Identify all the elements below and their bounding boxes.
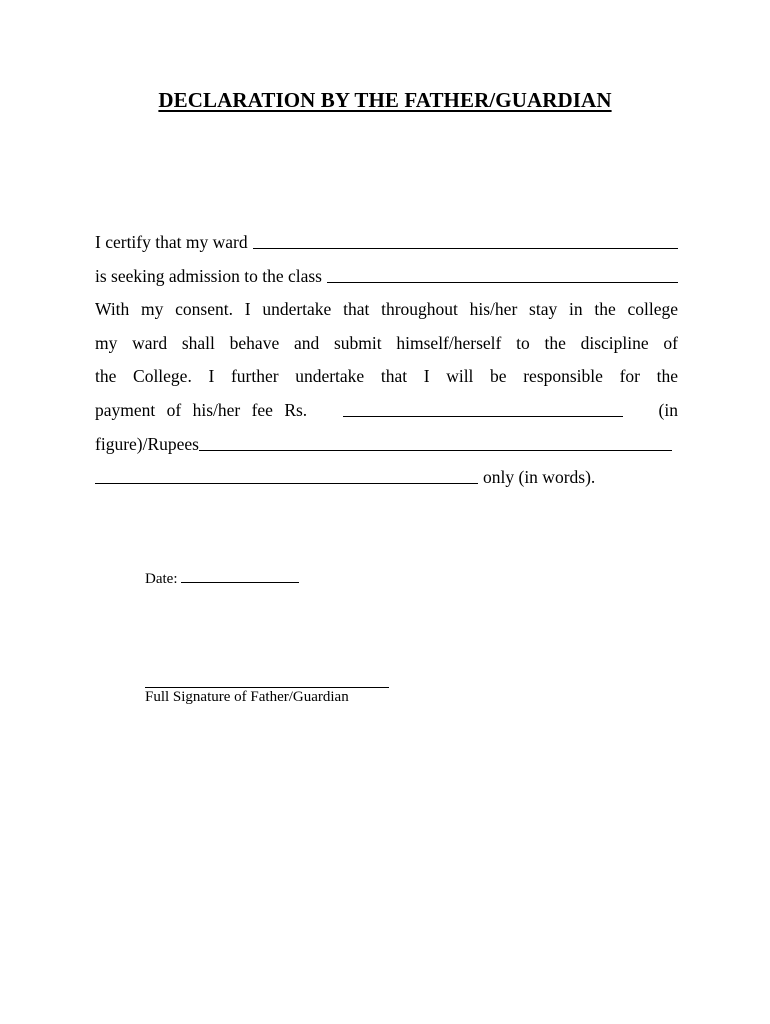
declaration-line-3: [95, 293, 678, 327]
declaration-line-5: [95, 360, 678, 394]
rupees-words-blank[interactable]: [199, 449, 672, 451]
signature-label: Full Signature of Father/Guardian: [145, 689, 349, 705]
declaration-text-3: With my consent. I undertake that throughout his/her stay in the college: [95, 299, 678, 320]
declaration-line-fee: [95, 394, 678, 428]
declaration-text-5: the College. I further undertake that I will be responsible for the: [95, 366, 678, 387]
declaration-line-words: [95, 461, 678, 495]
date-blank[interactable]: [181, 582, 299, 583]
only-in-words-label: only (in words).: [483, 467, 596, 488]
ward-label: I certify that my ward: [95, 232, 248, 252]
rupees-words-blank-2[interactable]: [95, 482, 478, 484]
fee-figure-blank[interactable]: [343, 415, 623, 417]
signature-line[interactable]: [145, 687, 389, 688]
declaration-body: [95, 226, 678, 495]
class-blank[interactable]: [327, 281, 678, 283]
date-label: Date:: [145, 571, 178, 587]
declaration-line-4: [95, 327, 678, 361]
fee-label: payment of his/her fee Rs.: [95, 399, 308, 420]
declaration-text-4: my ward shall behave and submit himself/herself to the discipline of: [95, 332, 678, 353]
page-title: [0, 88, 770, 113]
date-row: [145, 571, 299, 588]
rupees-label: figure)/Rupees: [95, 433, 199, 454]
declaration-line-class: [95, 260, 678, 294]
page-title-text: DECLARATION BY THE FATHER/GUARDIAN: [158, 88, 612, 112]
class-label: is seeking admission to the class: [95, 265, 322, 286]
ward-name-blank[interactable]: [253, 247, 678, 249]
declaration-line-ward: [95, 226, 678, 260]
declaration-line-rupees: [95, 428, 678, 462]
fee-in-label: (in: [658, 399, 678, 420]
